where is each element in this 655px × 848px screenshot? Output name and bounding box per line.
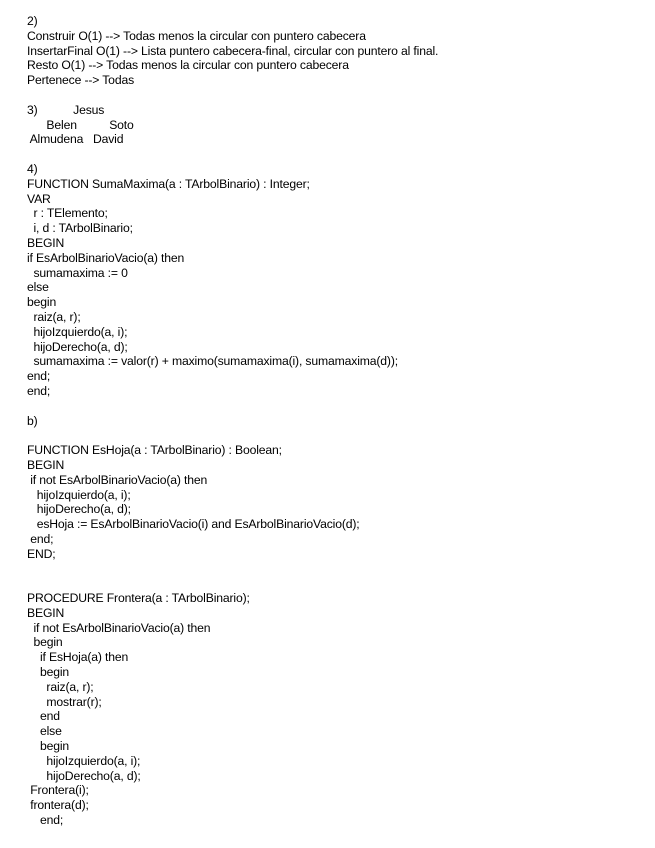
line-45: begin bbox=[27, 665, 70, 680]
line-27 bbox=[27, 399, 647, 414]
document-body bbox=[27, 14, 647, 828]
line-30: FUNCTION EsHoja(a : TArbolBinario) : Boolean; bbox=[27, 443, 282, 458]
line-1: 2) bbox=[27, 14, 38, 28]
line-38 bbox=[27, 561, 647, 576]
line-52: hijoDerecho(a, d); bbox=[27, 768, 141, 783]
line-36: end; bbox=[27, 531, 54, 546]
line-32: if not EsArbolBinarioVacio(a) then bbox=[27, 472, 208, 487]
line-42: if not EsArbolBinarioVacio(a) then bbox=[27, 620, 211, 635]
line-18: sumamaxima := 0 bbox=[27, 265, 128, 280]
line-34: hijoDerecho(a, d); bbox=[27, 502, 131, 517]
line-46: raiz(a, r); bbox=[27, 679, 94, 694]
line-44: if EsHoja(a) then bbox=[27, 650, 129, 665]
line-16: BEGIN bbox=[27, 235, 65, 250]
line-12: FUNCTION SumaMaxima(a : TArbolBinario) : Integer; bbox=[27, 176, 310, 191]
line-22: hijoIzquierdo(a, i); bbox=[27, 324, 128, 339]
line-49: else bbox=[27, 724, 62, 739]
line-50: begin bbox=[27, 739, 70, 754]
line-28: b) bbox=[27, 413, 38, 428]
line-11: 4) bbox=[27, 161, 38, 176]
line-26: end; bbox=[27, 383, 51, 398]
line-53: Frontera(i); bbox=[27, 783, 89, 798]
line-40: PROCEDURE Frontera(a : TArbolBinario); bbox=[27, 591, 250, 606]
line-5: Pertenece --> Todas bbox=[27, 73, 135, 88]
line-7: 3) Jesus bbox=[27, 102, 105, 117]
line-24: sumamaxima := valor(r) + maximo(sumamaxima(i), sumamaxima(d)); bbox=[27, 354, 398, 369]
line-17: if EsArbolBinarioVacio(a) then bbox=[27, 250, 185, 265]
line-19: else bbox=[27, 280, 49, 295]
line-43: begin bbox=[27, 635, 63, 650]
line-55: end; bbox=[27, 813, 64, 828]
line-21: raiz(a, r); bbox=[27, 309, 81, 324]
line-9: Almudena David bbox=[27, 132, 124, 147]
line-41: BEGIN bbox=[27, 605, 65, 620]
line-47: mostrar(r); bbox=[27, 694, 102, 709]
line-23: hijoDerecho(a, d); bbox=[27, 339, 128, 354]
line-14: r : TElemento; bbox=[27, 206, 108, 221]
line-51: hijoIzquierdo(a, i); bbox=[27, 753, 141, 768]
line-8: Belen Soto bbox=[27, 117, 134, 132]
line-35: esHoja := EsArbolBinarioVacio(i) and EsArbolBinarioVacio(d); bbox=[27, 517, 360, 532]
line-4: Resto O(1) --> Todas menos la circular con puntero cabecera bbox=[27, 58, 349, 73]
line-29 bbox=[27, 428, 647, 443]
line-2: Construir O(1) --> Todas menos la circular con puntero cabecera bbox=[27, 28, 366, 43]
line-25: end; bbox=[27, 369, 51, 384]
line-15: i, d : TArbolBinario; bbox=[27, 221, 133, 236]
line-39 bbox=[27, 576, 647, 591]
line-10 bbox=[27, 147, 647, 162]
line-31: BEGIN bbox=[27, 457, 65, 472]
line-13: VAR bbox=[27, 191, 51, 206]
line-48: end bbox=[27, 709, 60, 724]
line-33: hijoIzquierdo(a, i); bbox=[27, 487, 131, 502]
line-37: END; bbox=[27, 546, 56, 561]
line-3: InsertarFinal O(1) --> Lista puntero cabecera-final, circular con puntero al final. bbox=[27, 43, 439, 58]
line-54: frontera(d); bbox=[27, 798, 89, 813]
line-20: begin bbox=[27, 295, 57, 310]
line-6 bbox=[27, 88, 647, 103]
